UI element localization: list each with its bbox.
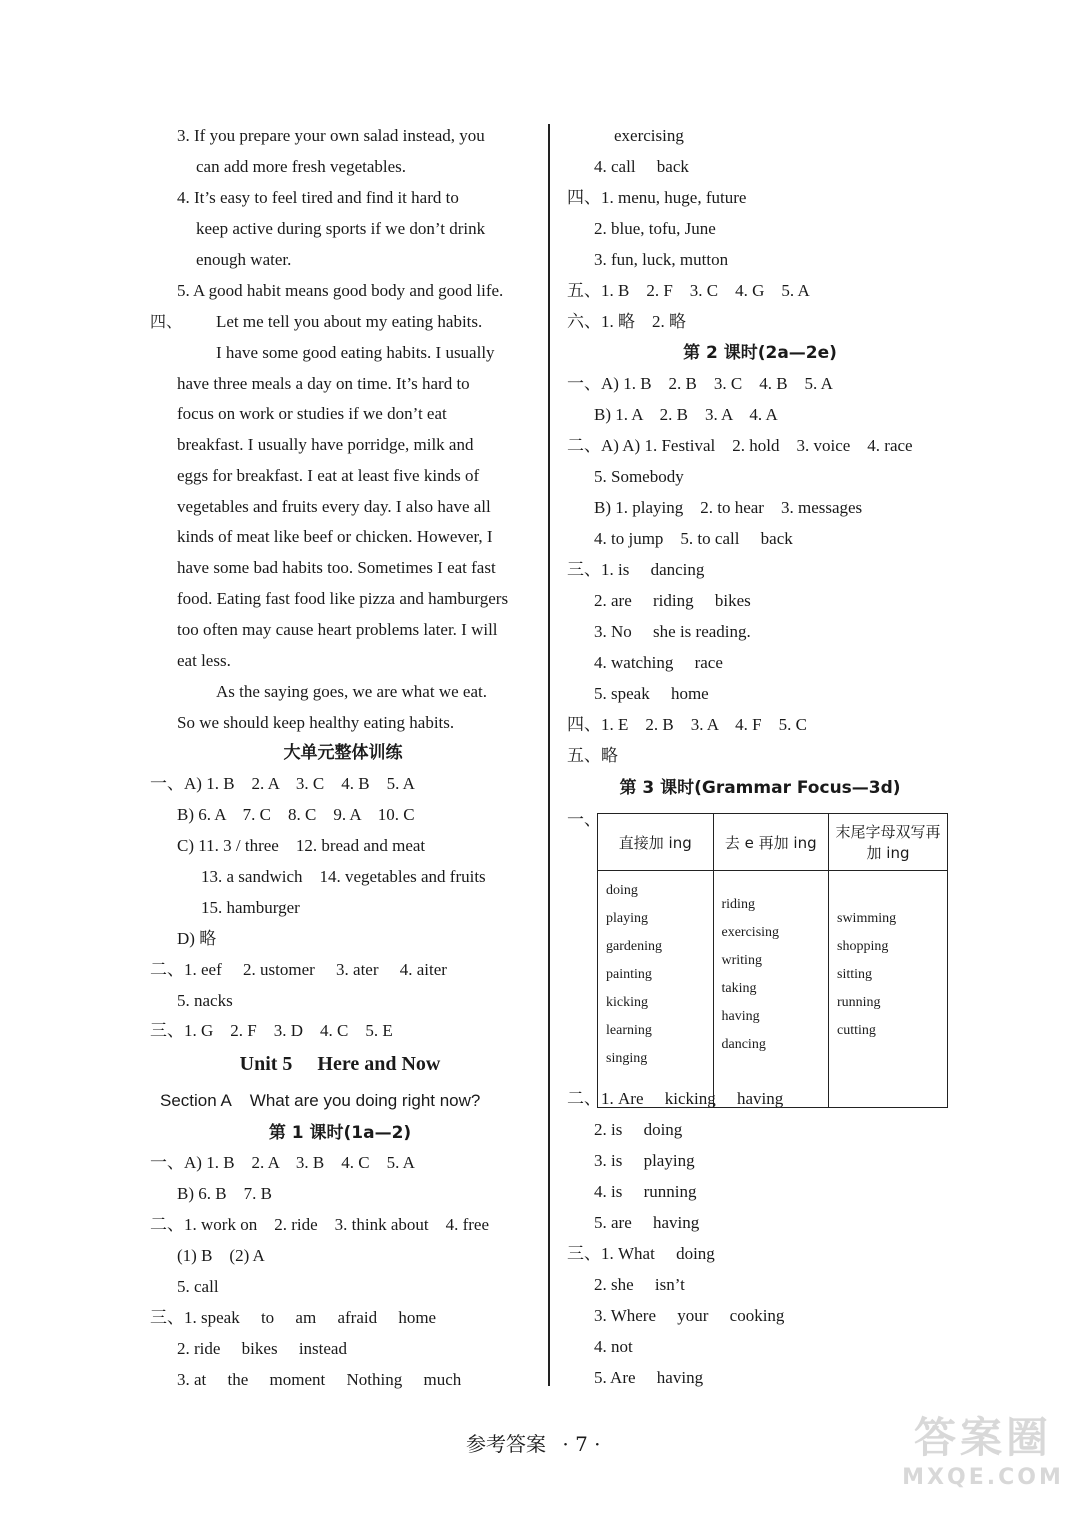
left_column-line: B) 6. B 7. B — [177, 1184, 272, 1203]
ing-word: dancing — [721, 1037, 766, 1052]
right_column-line: 第 3 课时(Grammar Focus—3d) — [619, 778, 901, 798]
header-double-ing: 末尾字母双写再加 ing — [829, 814, 948, 871]
ing-word: kicking — [606, 995, 648, 1010]
right_column-line: B) 1. A 2. B 3. A 4. A — [594, 405, 778, 424]
right_column-line: 一、 — [567, 810, 601, 829]
right_column-line: 5. are having — [594, 1213, 700, 1232]
left_column-line: food. Eating fast food like pizza and hamburgers — [177, 589, 509, 608]
ing-rules-table — [597, 813, 948, 1108]
right_column-line: 一、A) 1. B 2. B 3. C 4. B 5. A — [567, 374, 833, 393]
table-body-row — [598, 871, 948, 1108]
watermark-text: 答案圈 — [913, 1413, 1052, 1462]
ing-word: writing — [721, 953, 762, 968]
ing-word: doing — [606, 883, 638, 898]
right_column-line: 5. Somebody — [594, 467, 684, 486]
left_column-line: 第 1 课时(1a—2) — [268, 1123, 412, 1143]
ing-word: exercising — [721, 925, 780, 940]
right_column-line: 四、1. menu, huge, future — [567, 188, 747, 207]
right_column-line: 六、1. 略 2. 略 — [567, 312, 686, 331]
right_column-line: B) 1. playing 2. to hear 3. messages — [594, 498, 863, 517]
ing-word: taking — [721, 981, 757, 996]
left_column-line: I have some good eating habits. I usually — [216, 343, 495, 362]
ing-word: running — [837, 995, 881, 1010]
ing-word: painting — [606, 967, 652, 982]
left_column-line: 二、1. eef 2. ustomer 3. ater 4. aiter — [150, 960, 447, 979]
right_column-line: 四、1. E 2. B 3. A 4. F 5. C — [567, 715, 807, 734]
left_column-line: As the saying goes, we are what we eat. — [216, 682, 487, 701]
left_column-line: 3. at the moment Nothing much — [177, 1370, 462, 1389]
header-direct-ing: 直接加 ing — [598, 814, 714, 871]
ing-word: sitting — [837, 967, 873, 982]
watermark-logo — [898, 1412, 1068, 1492]
left_column-line: eggs for breakfast. I eat at least five kinds of — [177, 466, 480, 485]
left_column-line: Section A What are you doing right now? — [160, 1091, 481, 1110]
header-drop-e-ing: 去 e 再加 ing — [713, 814, 829, 871]
left_column-line: 四、 — [150, 312, 183, 331]
left_column-line: 一、A) 1. B 2. A 3. C 4. B 5. A — [150, 774, 415, 793]
left_column-line: vegetables and fruits every day. I also have all — [177, 497, 491, 516]
left_column-line: focus on work or studies if we don’t eat — [177, 404, 447, 423]
left_column-line: (1) B (2) A — [177, 1246, 265, 1265]
left_column-line: D) 略 — [177, 929, 217, 948]
left_column-line: keep active during sports if we don’t drink — [196, 219, 486, 238]
right_column-line: 4. not — [594, 1337, 633, 1356]
left_column-line: Let me tell you about my eating habits. — [216, 312, 483, 331]
ing-word: singing — [606, 1051, 648, 1066]
double-ing-cell — [829, 871, 948, 1108]
right_column-line: 三、1. What doing — [567, 1244, 715, 1263]
left_column-line: eat less. — [177, 651, 231, 670]
direct-ing-cell — [598, 871, 714, 1108]
left_column-line: 二、1. work on 2. ride 3. think about 4. free — [150, 1215, 489, 1234]
right_column-line: 3. No she is reading. — [594, 622, 751, 641]
left_column-line: C) 11. 3 / three 12. bread and meat — [177, 836, 426, 855]
right_column-line: 3. is playing — [594, 1151, 695, 1170]
right_column-line: 4. watching race — [594, 653, 723, 672]
ing-word: shopping — [837, 939, 889, 954]
right_column-line: 三、1. is dancing — [567, 560, 705, 579]
drop-e-ing-cell — [713, 871, 829, 1108]
right_column-line: 5. Are having — [594, 1368, 704, 1387]
right_column-line: 5. speak home — [594, 684, 709, 703]
left_column-line: Unit 5 Here and Now — [239, 1053, 441, 1075]
left_column-line: 三、1. speak to am afraid home — [150, 1308, 437, 1327]
left_column-line: have some bad habits too. Sometimes I eat fast — [177, 558, 496, 577]
left_column-line: too often may cause heart problems later. I will — [177, 620, 498, 639]
left_column-line: 大单元整体训练 — [283, 743, 403, 763]
ing-word: gardening — [606, 939, 662, 954]
left_column-line: 一、A) 1. B 2. A 3. B 4. C 5. A — [150, 1153, 415, 1172]
right_column-line: 五、略 — [567, 746, 618, 765]
left_column-line: 5. nacks — [177, 991, 233, 1010]
left_column-line: breakfast. I usually have porridge, milk and — [177, 435, 474, 454]
right_column-line: 2. is doing — [594, 1120, 683, 1139]
right_column-line: 2. are riding bikes — [594, 591, 751, 610]
ing-word: cutting — [837, 1023, 876, 1038]
left_column-line: 2. ride bikes instead — [177, 1339, 347, 1358]
right_column-line: 2. she isn’t — [594, 1275, 685, 1294]
left_column-line: enough water. — [196, 250, 292, 269]
left_column-line: 4. It’s easy to feel tired and find it hard to — [177, 188, 459, 207]
ing-word: having — [721, 1009, 760, 1024]
right_column-line: 4. is running — [594, 1182, 697, 1201]
left_column-line: have three meals a day on time. It’s hard to — [177, 374, 470, 393]
left_column-line: 5. A good habit means good body and good life. — [177, 281, 504, 300]
ing-word: swimming — [837, 911, 897, 926]
left_column-line: So we should keep healthy eating habits. — [177, 713, 455, 732]
ing-word: riding — [721, 897, 755, 912]
ing-word: playing — [606, 911, 648, 926]
left_column-line: B) 6. A 7. C 8. C 9. A 10. C — [177, 805, 415, 824]
right_column-line: 4. to jump 5. to call back — [594, 529, 793, 548]
right_column-line: 五、1. B 2. F 3. C 4. G 5. A — [567, 281, 810, 300]
left_column-line: 5. call — [177, 1277, 219, 1296]
right_column-line: 2. blue, tofu, June — [594, 219, 716, 238]
right_column-line: 二、1. Are kicking having — [567, 1089, 784, 1108]
left_column-line: can add more fresh vegetables. — [196, 157, 407, 176]
left_column-line: 15. hamburger — [201, 898, 300, 917]
left_column-line: 13. a sandwich 14. vegetables and fruits — [201, 867, 486, 886]
ing-word: learning — [606, 1023, 652, 1038]
watermark-url: MXQE.COM — [902, 1465, 1064, 1490]
table-header-row — [598, 814, 948, 871]
page-number: · 7 · — [562, 1432, 601, 1456]
right_column-line: 4. call back — [594, 157, 689, 176]
left_column-line: 三、1. G 2. F 3. D 4. C 5. E — [150, 1021, 393, 1040]
right_column-line: 3. fun, luck, mutton — [594, 250, 729, 269]
left_column-line: kinds of meat like beef or chicken. However, I — [177, 527, 493, 546]
footer-label: 参考答案 — [466, 1432, 546, 1456]
column-divider — [548, 124, 550, 1386]
right_column-line: exercising — [614, 126, 684, 145]
left_column-line: 3. If you prepare your own salad instead, you — [177, 126, 485, 145]
right_column-line: 第 2 课时(2a—2e) — [683, 343, 837, 363]
right_column-line: 3. Where your cooking — [594, 1306, 785, 1325]
right_column-line: 二、A) A) 1. Festival 2. hold 3. voice 4. race — [567, 436, 913, 455]
page-footer — [466, 1428, 601, 1457]
